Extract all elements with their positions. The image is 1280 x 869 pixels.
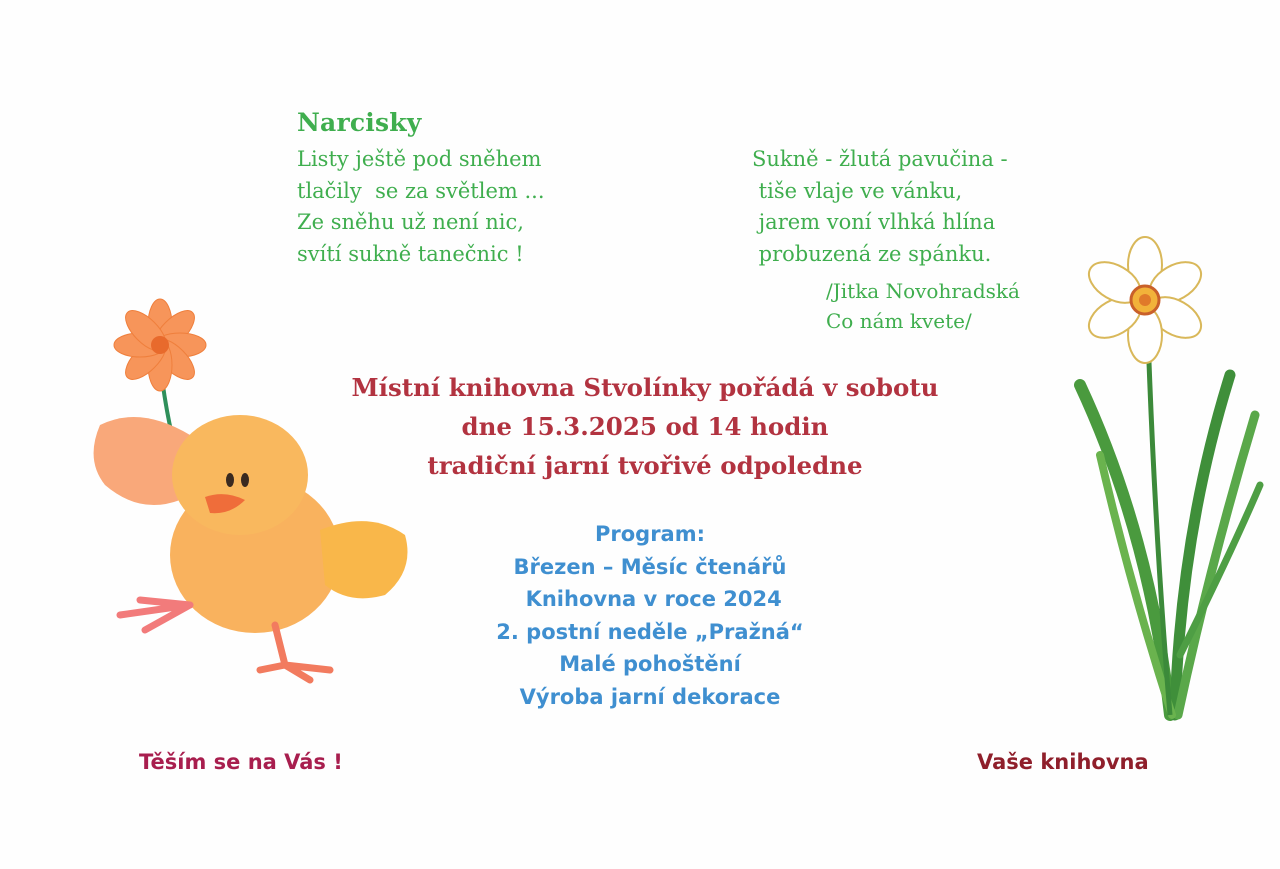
poem-line: tlačily se za světlem ... [297,178,545,203]
program-item: Knihovna v roce 2024 [518,587,782,611]
greeting: Těším se na Vás ! [139,750,343,774]
attribution-source: Co nám kvete/ [826,309,972,333]
poem-line: probuzená ze spánku. [752,241,992,266]
poem-line: svítí sukně tanečnic ! [297,241,524,266]
program-item: Výroba jarní dekorace [519,684,781,709]
poem-line: Sukně - žlutá pavučina - [752,147,1008,171]
poem-line: Ze sněhu už není nic, [297,210,524,234]
program-item: Březen – Měsíc čtenářů [513,554,787,579]
attribution-author: /Jitka Novohradská [826,279,1020,303]
poem-line: Listy ještě pod sněhem [297,147,542,171]
headline-line: tradiční jarní tvořivé odpoledne [427,451,863,480]
event-headline [300,368,990,485]
poem-line: tiše vlaje ve vánku, [752,178,963,203]
poem-title: Narcisky [297,108,422,137]
signature: Vaše knihovna [977,750,1149,774]
headline-line: Místní knihovna Stvolínky pořádá v sobotu [351,373,939,402]
headline-date: dne 15.3.2025 od 14 hodin [461,412,829,441]
poem-line: jarem voní vlhká hlína [752,210,996,234]
poem-stanza-right [752,144,1008,270]
program-heading: Program: [594,522,705,546]
program-list [420,518,880,713]
program-item: Malé pohoštění [559,652,741,676]
poem-stanza-left [297,144,545,270]
daffodil-illustration [1060,235,1270,725]
chick-with-flower-illustration [80,285,420,705]
program-item: 2. postní neděle „Pražná“ [496,619,804,644]
poem-attribution [826,276,1020,336]
